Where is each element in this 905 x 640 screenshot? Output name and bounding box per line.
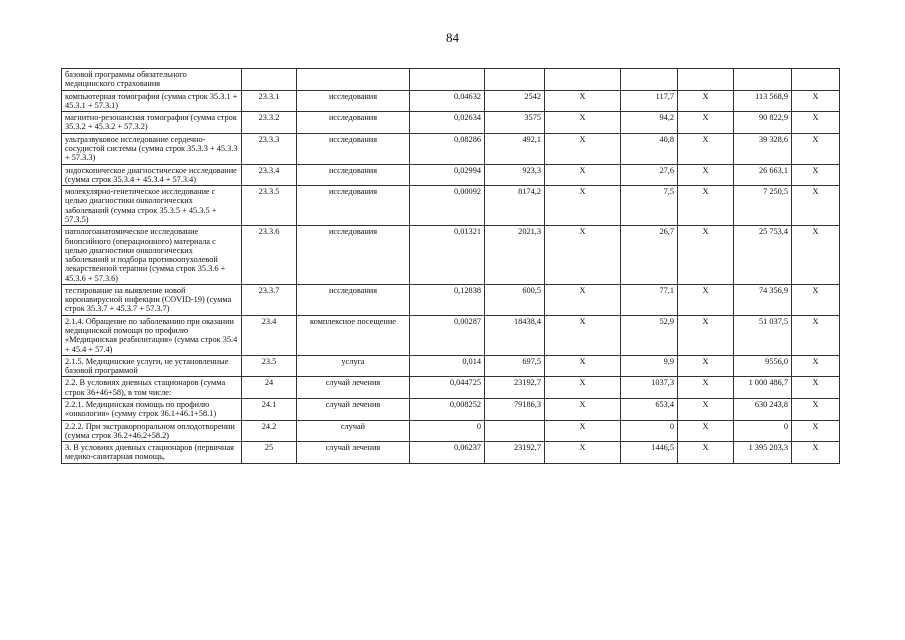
table-row (62, 284, 840, 315)
cost-cell: 600,5 (485, 284, 545, 315)
table-row (62, 133, 840, 164)
x-mark-cell: Х (792, 226, 840, 285)
x-mark-cell: Х (545, 284, 621, 315)
x-mark-cell: Х (792, 164, 840, 186)
x-mark-cell: Х (545, 315, 621, 355)
norm-cell: 0,08286 (410, 133, 485, 164)
row-code-cell: 24.2 (242, 420, 297, 442)
x-mark-cell: Х (545, 164, 621, 186)
unit-cell: случай лечения (297, 399, 410, 421)
table-row (62, 442, 840, 464)
x-mark-cell: Х (792, 377, 840, 399)
table-row (62, 164, 840, 186)
x-mark-cell: Х (678, 442, 734, 464)
table-row (62, 69, 840, 91)
x-mark-cell: Х (678, 186, 734, 226)
x-mark-cell: Х (792, 355, 840, 377)
norm-cell: 0,00287 (410, 315, 485, 355)
per-capita-cell: 7,5 (621, 186, 678, 226)
row-name-cell: молекулярно-генетическое исследование с целью диагностики онкологических заболеваний (сумма строк 35.3.5 + 45.3.5 + 57.3.5) (62, 186, 242, 226)
table-row (62, 112, 840, 134)
per-capita-cell: 52,9 (621, 315, 678, 355)
per-capita-cell: 0 (621, 420, 678, 442)
unit-cell: исследования (297, 164, 410, 186)
per-capita-cell: 27,6 (621, 164, 678, 186)
norm-cell: 0,04632 (410, 90, 485, 112)
row-name-cell: эндоскопическое диагностическое исследование (сумма строк 35.3.4 + 45.3.4 + 57.3.4) (62, 164, 242, 186)
row-code-cell: 25 (242, 442, 297, 464)
x-mark-cell (792, 69, 840, 91)
row-name-cell: 2.1.4. Обращение по заболеванию при оказании медицинской помощи по профилю «Медицинская реабилитация» (сумма строк 35.4 + 45.4 + 57.4) (62, 315, 242, 355)
norm-cell: 0,12838 (410, 284, 485, 315)
unit-cell: исследования (297, 112, 410, 134)
norm-cell: 0,008252 (410, 399, 485, 421)
row-name-cell: магнитно-резонансная томография (сумма строк 35.3.2 + 45.3.2 + 57.3.2) (62, 112, 242, 134)
x-mark-cell: Х (678, 112, 734, 134)
row-name-cell: 2.2.1. Медицинская помощь по профилю «онкология» (сумму строк 36.1+46.1+58.1) (62, 399, 242, 421)
unit-cell: случай (297, 420, 410, 442)
row-code-cell: 23.4 (242, 315, 297, 355)
cost-cell: 3575 (485, 112, 545, 134)
total-cell: 26 663,1 (734, 164, 792, 186)
row-code-cell: 24.1 (242, 399, 297, 421)
per-capita-cell: 1446,5 (621, 442, 678, 464)
x-mark-cell: Х (792, 315, 840, 355)
unit-cell: исследования (297, 186, 410, 226)
x-mark-cell: Х (545, 399, 621, 421)
cost-cell (485, 69, 545, 91)
cost-cell: 923,3 (485, 164, 545, 186)
x-mark-cell: Х (545, 186, 621, 226)
row-code-cell: 23.3.3 (242, 133, 297, 164)
cost-cell: 23192,7 (485, 442, 545, 464)
x-mark-cell: Х (545, 90, 621, 112)
data-table (61, 68, 840, 464)
table-body (62, 69, 840, 464)
table-row (62, 226, 840, 285)
total-cell: 0 (734, 420, 792, 442)
x-mark-cell: Х (678, 377, 734, 399)
norm-cell: 0,02994 (410, 164, 485, 186)
unit-cell: исследования (297, 284, 410, 315)
total-cell: 51 037,5 (734, 315, 792, 355)
row-name-cell: базовой программы обязательного медицинского страхования (62, 69, 242, 91)
total-cell (734, 69, 792, 91)
page-number: 84 (446, 30, 459, 45)
x-mark-cell: Х (678, 164, 734, 186)
per-capita-cell: 26,7 (621, 226, 678, 285)
per-capita-cell: 1037,3 (621, 377, 678, 399)
unit-cell: случай лечения (297, 442, 410, 464)
per-capita-cell: 117,7 (621, 90, 678, 112)
x-mark-cell: Х (678, 284, 734, 315)
table-row (62, 420, 840, 442)
x-mark-cell: Х (792, 186, 840, 226)
total-cell: 113 568,9 (734, 90, 792, 112)
norm-cell: 0,01321 (410, 226, 485, 285)
norm-cell: 0,044725 (410, 377, 485, 399)
table-row (62, 399, 840, 421)
row-name-cell: тестирование на выявление новой коронавирусной инфекции (COVID-19) (сумма строк 35.3.7 + 45.3.7 + 57.3.7) (62, 284, 242, 315)
row-name-cell: 2.2.2. При экстракорпоральном оплодотворении (сумма строк 36.2+46.2+58.2) (62, 420, 242, 442)
norm-cell: 0,00092 (410, 186, 485, 226)
per-capita-cell (621, 69, 678, 91)
unit-cell: исследования (297, 133, 410, 164)
x-mark-cell: Х (545, 420, 621, 442)
unit-cell: услуга (297, 355, 410, 377)
x-mark-cell: Х (678, 315, 734, 355)
row-name-cell: компьютерная томография (сумма строк 35.3.1 + 45.3.1 + 57.3.1) (62, 90, 242, 112)
x-mark-cell: Х (678, 420, 734, 442)
row-name-cell: 2.2. В условиях дневных стационаров (сумма строк 36+46+58), в том числе: (62, 377, 242, 399)
x-mark-cell: Х (792, 420, 840, 442)
per-capita-cell: 653,4 (621, 399, 678, 421)
norm-cell (410, 69, 485, 91)
table-row (62, 355, 840, 377)
norm-cell: 0,014 (410, 355, 485, 377)
x-mark-cell: Х (792, 284, 840, 315)
total-cell: 39 328,6 (734, 133, 792, 164)
row-code-cell: 24 (242, 377, 297, 399)
total-cell: 25 753,4 (734, 226, 792, 285)
cost-cell: 8174,2 (485, 186, 545, 226)
per-capita-cell: 77,1 (621, 284, 678, 315)
per-capita-cell: 40,8 (621, 133, 678, 164)
x-mark-cell: Х (678, 90, 734, 112)
row-code-cell: 23.3.5 (242, 186, 297, 226)
unit-cell: исследования (297, 226, 410, 285)
cost-cell: 18438,4 (485, 315, 545, 355)
x-mark-cell: Х (545, 377, 621, 399)
unit-cell: исследования (297, 90, 410, 112)
cost-cell: 23192,7 (485, 377, 545, 399)
cost-cell: 492,1 (485, 133, 545, 164)
row-code-cell (242, 69, 297, 91)
x-mark-cell: Х (792, 90, 840, 112)
x-mark-cell: Х (678, 355, 734, 377)
total-cell: 9556,0 (734, 355, 792, 377)
x-mark-cell: Х (678, 399, 734, 421)
total-cell: 7 250,5 (734, 186, 792, 226)
row-code-cell: 23.3.1 (242, 90, 297, 112)
x-mark-cell: Х (792, 133, 840, 164)
x-mark-cell: Х (792, 399, 840, 421)
row-code-cell: 23.5 (242, 355, 297, 377)
cost-cell: 79186,3 (485, 399, 545, 421)
cost-cell: 2542 (485, 90, 545, 112)
unit-cell: комплексное посещение (297, 315, 410, 355)
cost-cell: 697,5 (485, 355, 545, 377)
cost-cell: 2021,3 (485, 226, 545, 285)
cost-cell (485, 420, 545, 442)
per-capita-cell: 9,9 (621, 355, 678, 377)
unit-cell (297, 69, 410, 91)
total-cell: 90 822,9 (734, 112, 792, 134)
x-mark-cell: Х (545, 133, 621, 164)
norm-cell: 0,06237 (410, 442, 485, 464)
total-cell: 630 243,8 (734, 399, 792, 421)
total-cell: 1 000 486,7 (734, 377, 792, 399)
row-code-cell: 23.3.6 (242, 226, 297, 285)
unit-cell: случай лечения (297, 377, 410, 399)
total-cell: 1 395 203,3 (734, 442, 792, 464)
x-mark-cell: Х (792, 442, 840, 464)
table-row (62, 377, 840, 399)
x-mark-cell: Х (545, 442, 621, 464)
row-name-cell: 3. В условиях дневных стационаров (первичная медико-санитарная помощь, (62, 442, 242, 464)
table-row (62, 315, 840, 355)
x-mark-cell (545, 69, 621, 91)
norm-cell: 0,02634 (410, 112, 485, 134)
x-mark-cell: Х (792, 112, 840, 134)
x-mark-cell: Х (678, 133, 734, 164)
row-name-cell: ультразвуковое исследование сердечно-сосудистой системы (сумма строк 35.3.3 + 45.3.3 + 57.3.3) (62, 133, 242, 164)
table-row (62, 186, 840, 226)
row-name-cell: патологоанатомическое исследование биопсийного (операционного) материала с целью диагностики онкологических заболеваний и подбора противоопухолевой лекарственной терапии (сумма строк 35.3.6 + 45.3.6 + 57.3.6) (62, 226, 242, 285)
x-mark-cell: Х (678, 226, 734, 285)
row-code-cell: 23.3.4 (242, 164, 297, 186)
per-capita-cell: 94,2 (621, 112, 678, 134)
x-mark-cell (678, 69, 734, 91)
x-mark-cell: Х (545, 226, 621, 285)
table-row (62, 90, 840, 112)
x-mark-cell: Х (545, 355, 621, 377)
row-code-cell: 23.3.7 (242, 284, 297, 315)
x-mark-cell: Х (545, 112, 621, 134)
total-cell: 74 356,9 (734, 284, 792, 315)
row-name-cell: 2.1.5. Медицинские услуги, не установленные базовой программой (62, 355, 242, 377)
norm-cell: 0 (410, 420, 485, 442)
row-code-cell: 23.3.2 (242, 112, 297, 134)
